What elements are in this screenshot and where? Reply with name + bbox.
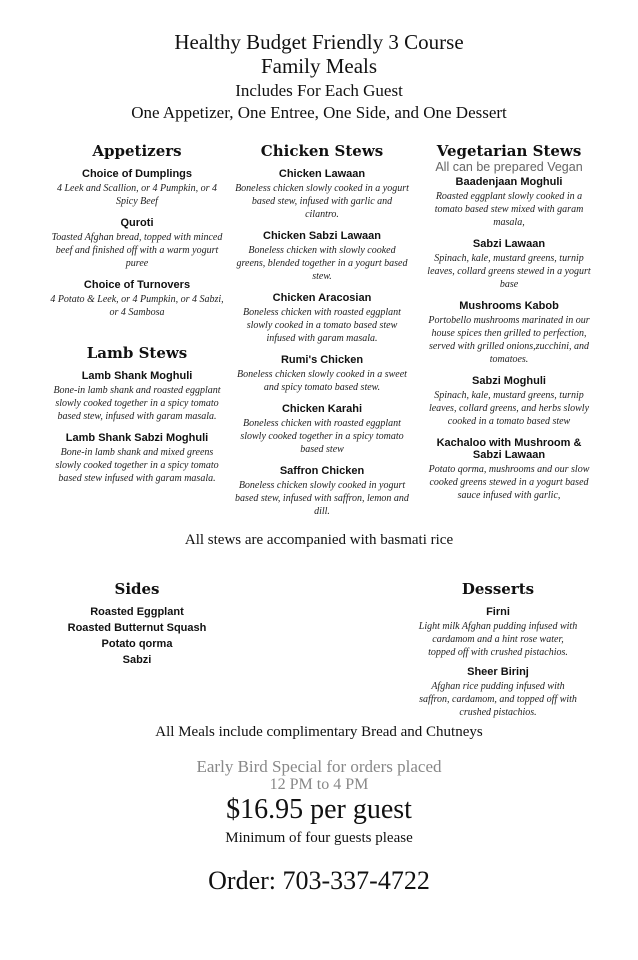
chicken-column xyxy=(234,142,410,518)
appetizer-item xyxy=(48,168,226,208)
item-description: Boneless chicken slowly cooked in yogurt based stew, infused with saffron, lemon and dill. xyxy=(235,480,409,517)
early-bird-line-2: 12 PM to 4 PM xyxy=(269,776,369,793)
item-description: Boneless chicken with roasted eggplant slowly cooked together in a spicy tomato based stew xyxy=(240,418,404,455)
item-name: Firni xyxy=(486,606,510,618)
item-name: Sabzi Lawaan xyxy=(472,238,546,250)
sides-section xyxy=(56,580,218,666)
item-description: 4 Potato & Leek, or 4 Pumpkin, or 4 Sabzi, or 4 Sambosa xyxy=(50,294,224,318)
item-description: Potato qorma, mushrooms and our slow cooked greens stewed in a yogurt based sauce infused with garlic, xyxy=(428,464,590,501)
sides-heading: Sides xyxy=(114,580,160,598)
chicken-item xyxy=(234,403,410,456)
desserts-section xyxy=(418,580,578,719)
item-description: Spinach, kale, mustard greens, turnip leaves, collard greens, and herbs slowly cooked in a tomato based stew xyxy=(428,390,590,427)
item-name: Mushrooms Kabob xyxy=(459,300,559,312)
chicken-item xyxy=(234,230,410,283)
item-description: Boneless chicken slowly cooked in a yogurt based stew, infused with garlic and cilantro. xyxy=(235,183,409,220)
price-text: $16.95 per guest xyxy=(226,794,412,825)
item-description: Boneless chicken with slowly cooked greens, blended together in a yogurt based stew. xyxy=(236,245,408,282)
lamb-stews-heading: Lamb Stews xyxy=(86,344,188,362)
item-description: Light milk Afghan pudding infused with cardamom and a hint rose water, topped off with crushed pistachios. xyxy=(418,621,578,658)
item-name: Kachaloo with Mushroom & Sabzi Lawaan xyxy=(436,437,582,461)
chicken-item xyxy=(234,465,410,518)
appetizer-item xyxy=(48,279,226,319)
item-description: Boneless chicken slowly cooked in a sweet and spicy tomato based stew. xyxy=(237,369,407,393)
vegetarian-item xyxy=(424,300,594,366)
item-description: Spinach, kale, mustard greens, turnip leaves, collard greens stewed in a yogurt base xyxy=(427,253,591,290)
lamb-column xyxy=(48,344,226,485)
side-item: Roasted Eggplant xyxy=(90,606,184,618)
item-description: Toasted Afghan bread, topped with minced beef and finished off with a warm yogurt puree xyxy=(51,232,223,269)
desserts-heading: Desserts xyxy=(461,580,535,598)
appetizers-heading: Appetizers xyxy=(92,142,182,160)
item-description: 4 Leek and Scallion, or 4 Pumpkin, or 4 Spicy Beef xyxy=(57,183,217,207)
item-name: Choice of Dumplings xyxy=(82,168,192,180)
item-name: Baadenjaan Moghuli xyxy=(455,176,563,188)
side-item: Sabzi xyxy=(122,654,152,666)
item-description: Bone-in lamb shank and mixed greens slowly cooked together in a spicy tomato based stew infused with garam masala. xyxy=(55,447,219,484)
item-name: Sabzi Moghuli xyxy=(472,375,546,387)
item-description: Roasted eggplant slowly cooked in a tomato based stew mixed with garam masala, xyxy=(434,191,584,228)
chicken-item xyxy=(234,168,410,221)
bread-note: All Meals include complimentary Bread and Chutneys xyxy=(155,724,483,740)
side-item: Roasted Butternut Squash xyxy=(67,622,207,634)
chicken-item xyxy=(234,354,410,394)
item-name: Chicken Karahi xyxy=(281,403,363,415)
item-name: Chicken Lawaan xyxy=(278,168,366,180)
vegetarian-stews-heading: Vegetarian Stews xyxy=(436,142,582,160)
item-name: Lamb Shank Sabzi Moghuli xyxy=(65,432,209,444)
item-name: Chicken Aracosian xyxy=(272,292,372,304)
rice-note: All stews are accompanied with basmati rice xyxy=(184,532,454,548)
includes-line: Includes For Each Guest xyxy=(235,81,403,100)
item-name: Chicken Sabzi Lawaan xyxy=(263,230,381,242)
courses-line: One Appetizer, One Entree, One Side, and One Dessert xyxy=(131,103,507,122)
item-name: Sheer Birinj xyxy=(467,666,529,678)
vegetarian-item xyxy=(424,437,594,502)
item-description: Portobello mushrooms marinated in our house spices then grilled to perfection, served with grilled onions,zucchini, and tomatoes. xyxy=(428,315,590,365)
minimum-note: Minimum of four guests please xyxy=(225,830,413,846)
side-item: Potato qorma xyxy=(101,638,173,650)
item-description: Bone-in lamb shank and roasted eggplant slowly cooked together in a spicy tomato based stew, infused with garam masala. xyxy=(53,385,221,422)
item-name: Saffron Chicken xyxy=(279,465,365,477)
item-name: Rumi's Chicken xyxy=(280,354,364,366)
order-phone: Order: 703-337-4722 xyxy=(208,866,430,895)
item-name: Choice of Turnovers xyxy=(83,279,191,291)
left-column xyxy=(48,142,226,319)
vegetarian-item xyxy=(424,176,594,229)
item-description: Boneless chicken with roasted eggplant slowly cooked in a tomato based stew infused with garam masala. xyxy=(243,307,401,344)
page-title-line-1: Healthy Budget Friendly 3 Course xyxy=(174,30,464,54)
vegetarian-column xyxy=(424,142,594,502)
early-bird-line-1: Early Bird Special for orders placed xyxy=(196,757,442,776)
item-name: Quroti xyxy=(120,217,154,229)
item-description: Afghan rice pudding infused with saffron, cardamom, and topped off with crushed pistachios. xyxy=(419,681,577,718)
vegan-note: All can be prepared Vegan xyxy=(435,160,583,174)
appetizer-item xyxy=(48,217,226,270)
lamb-item xyxy=(48,370,226,423)
lamb-item xyxy=(48,432,226,485)
chicken-stews-heading: Chicken Stews xyxy=(260,142,384,160)
item-name: Lamb Shank Moghuli xyxy=(81,370,193,382)
page-title-line-2: Family Meals xyxy=(260,54,378,78)
vegetarian-item xyxy=(424,238,594,291)
chicken-item xyxy=(234,292,410,345)
vegetarian-item xyxy=(424,375,594,428)
